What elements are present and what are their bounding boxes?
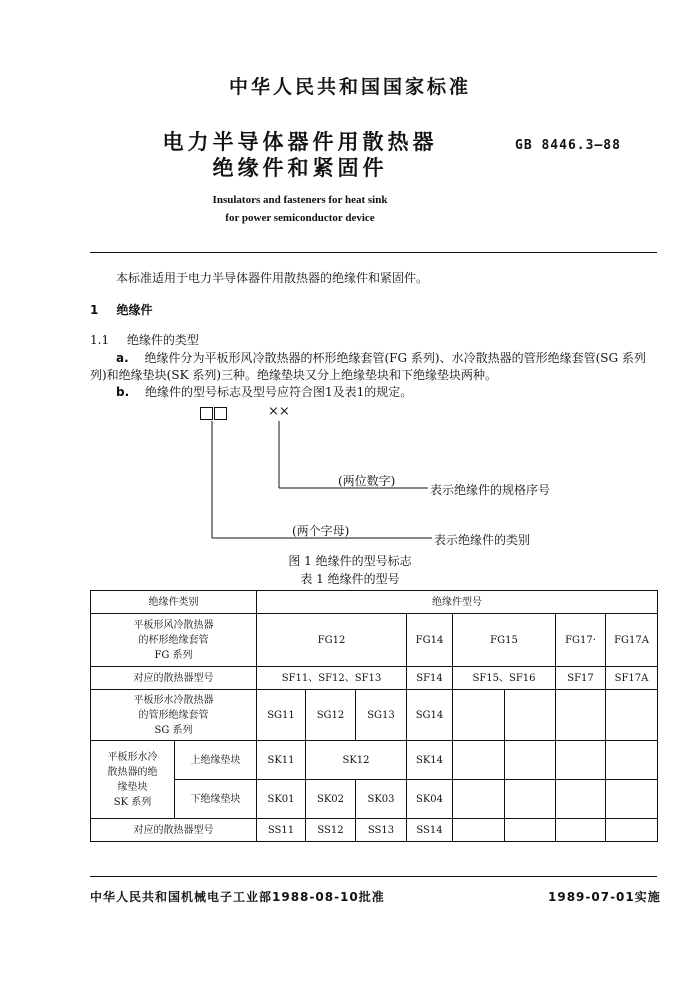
standard-number: GB 8446.3—88 [515, 138, 621, 153]
table-row-fg-heatsink [91, 667, 658, 690]
sg-category-line3: SG 系列 [154, 724, 193, 736]
empty-cell [606, 819, 658, 842]
sg-model-cell: SG12 [306, 690, 356, 741]
empty-cell [606, 690, 658, 741]
fg-model-cell: FG17A [606, 614, 658, 667]
section-1-1-number: 1.1 [90, 333, 110, 347]
sk-upper-label-cell: 上绝缘垫块 [175, 741, 257, 780]
empty-cell [505, 741, 556, 780]
approval-line: 中华人民共和国机械电子工业部1988-08-10批准 [90, 890, 385, 904]
empty-cell [453, 780, 505, 819]
item-b-text: 绝缘件的型号标志及型号应符合图1及表1的规定。 [144, 385, 413, 399]
header-category-cell: 绝缘件类别 [91, 591, 257, 614]
two-digits-label: (两位数字) [338, 474, 396, 488]
table-row-sk-lower [91, 780, 658, 819]
empty-cell [606, 741, 658, 780]
ss-heatsink-cell: SS11 [257, 819, 306, 842]
footer-rule [90, 876, 657, 877]
fg-category-cell [91, 614, 257, 667]
insulator-model-table [90, 590, 658, 842]
figure-1-caption: 图 1 绝缘件的型号标志 [288, 554, 412, 568]
empty-cell [556, 780, 606, 819]
table-row-fg [91, 614, 658, 667]
sk-upper-model-cell: SK11 [257, 741, 306, 780]
empty-cell [556, 690, 606, 741]
spec-serial-label: 表示绝缘件的规格序号 [430, 483, 551, 497]
section-1-number: 1 [90, 303, 99, 317]
fg-model-cell: FG17· [556, 614, 606, 667]
fg-model-cell: FG12 [257, 614, 407, 667]
fg-model-cell: FG15 [453, 614, 556, 667]
section-1-title: 绝缘件 [116, 303, 153, 317]
sk-lower-model-cell: SK04 [407, 780, 453, 819]
sk-category-line2: 散热器的绝 [107, 766, 158, 778]
sk-lower-label-cell: 下绝缘垫块 [175, 780, 257, 819]
sk-upper-model-cell: SK14 [407, 741, 453, 780]
header-model-cell: 绝缘件型号 [257, 591, 658, 614]
empty-cell [453, 741, 505, 780]
two-letters-label: (两个字母) [292, 524, 350, 538]
intro-paragraph: 本标准适用于电力半导体器件用散热器的绝缘件和紧固件。 [116, 271, 429, 285]
ss-heatsink-cell: SS12 [306, 819, 356, 842]
sg-model-cell: SG13 [356, 690, 407, 741]
ss-heatsink-cell: SS14 [407, 819, 453, 842]
section-1-1-title: 绝缘件的类型 [126, 333, 199, 347]
document-title-line2: 绝缘件和紧固件 [212, 156, 388, 180]
sk-lower-model-cell: SK01 [257, 780, 306, 819]
fg-model-cell: FG14 [407, 614, 453, 667]
empty-cell [505, 819, 556, 842]
english-title-line1: Insulators and fasteners for heat sink [212, 194, 388, 206]
sk-lower-model-cell: SK02 [306, 780, 356, 819]
item-a-line2: 列)和绝缘垫块(SK 系列)三种。绝缘垫块又分上绝缘垫块和下绝缘垫块两种。 [90, 368, 498, 382]
item-a-text-line1: 绝缘件分为平板形风冷散热器的杯形绝缘套管(FG 系列)、水冷散热器的管形绝缘套管(SG 系列 [144, 351, 646, 365]
ss-heatsink-cell: SS13 [356, 819, 407, 842]
sg-model-cell: SG14 [407, 690, 453, 741]
sk-category-line4: SK 系列 [113, 796, 152, 808]
empty-cell [606, 780, 658, 819]
fg-category-line2: 的杯形绝缘套管 [138, 634, 209, 646]
table-row-sk-upper [91, 741, 658, 780]
fg-heatsink-label-cell: 对应的散热器型号 [91, 667, 257, 690]
table-row-sg [91, 690, 658, 741]
sg-category-line2: 的管形绝缘套管 [138, 709, 209, 721]
sk-category-line1: 平板形水冷 [107, 751, 158, 763]
empty-cell [556, 819, 606, 842]
empty-cell [453, 819, 505, 842]
ss-heatsink-label-cell: 对应的散热器型号 [91, 819, 257, 842]
empty-cell [556, 741, 606, 780]
document-title-line1: 电力半导体器件用散热器 [162, 130, 438, 154]
sg-category-line1: 平板形水冷散热器 [133, 694, 214, 706]
english-title-line2: for power semiconductor device [225, 212, 375, 224]
sg-model-cell: SG11 [257, 690, 306, 741]
category-label: 表示绝缘件的类别 [434, 533, 531, 547]
digit-placeholder: ×× [268, 404, 290, 419]
fg-heatsink-cell: SF15、SF16 [453, 667, 556, 690]
fg-heatsink-cell: SF17A [606, 667, 658, 690]
sk-category-line3: 缘垫块 [117, 781, 148, 793]
fg-category-line3: FG 系列 [154, 649, 193, 661]
implementation-date: 1989-07-01实施 [548, 890, 661, 904]
sk-upper-model-cell: SK12 [306, 741, 407, 780]
table-header-row [91, 591, 658, 614]
empty-cell [453, 690, 505, 741]
sk-lower-model-cell: SK03 [356, 780, 407, 819]
item-b-label: b. [116, 385, 130, 399]
fg-heatsink-cell: SF11、SF12、SF13 [257, 667, 407, 690]
table-1-caption: 表 1 绝缘件的型号 [300, 572, 400, 586]
sg-category-cell [91, 690, 257, 741]
fg-heatsink-cell: SF14 [407, 667, 453, 690]
empty-cell [505, 780, 556, 819]
sk-category-cell [91, 741, 175, 819]
item-a-label: a. [116, 351, 129, 365]
table-row-ss-heatsink [91, 819, 658, 842]
fg-category-line1: 平板形风冷散热器 [133, 619, 214, 631]
national-standard-heading: 中华人民共和国国家标准 [228, 76, 471, 98]
empty-cell [505, 690, 556, 741]
fg-heatsink-cell: SF17 [556, 667, 606, 690]
